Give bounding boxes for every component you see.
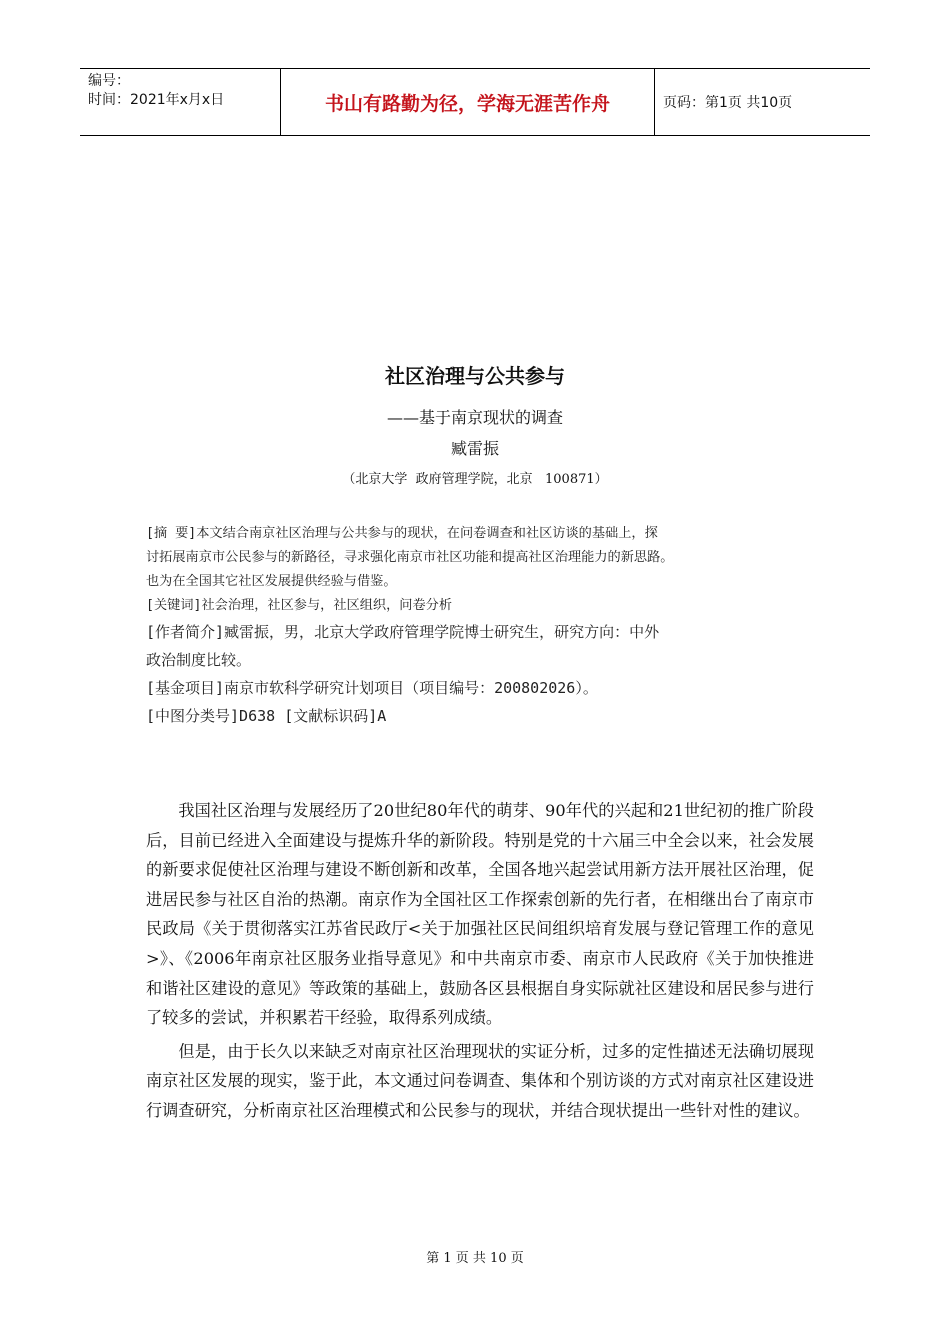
- document-header: [80, 68, 870, 136]
- document-date-label: 时间：2021年x月x日: [88, 92, 225, 108]
- abstract-block: [146, 522, 814, 730]
- article-author: 臧雷振: [450, 439, 499, 458]
- fund-line: [基金项目]南京市软科学研究计划项目（项目编号：200802026）。: [146, 679, 598, 697]
- abstract-line: 讨拓展南京市公民参与的新路径，寻求强化南京市社区功能和提高社区治理能力的新思路。: [146, 550, 674, 565]
- header-motto: 书山有路勤为径，学海无涯苦作舟: [281, 69, 655, 135]
- abstract-line: [摘 要]本文结合南京社区治理与公共参与的现状，在问卷调查和社区访谈的基础上，探: [146, 526, 658, 541]
- header-page-info: 页码：第1页 共10页: [663, 95, 793, 111]
- article-body: [146, 796, 814, 1130]
- page-footer: 第 1 页 共 10 页: [426, 1251, 524, 1266]
- header-meta-cell: [80, 69, 281, 135]
- article-title: 社区治理与公共参与: [385, 364, 565, 388]
- keywords-line: [关键词]社会治理，社区参与，社区组织，问卷分析: [146, 598, 453, 613]
- body-paragraph: 我国社区治理与发展经历了20世纪80年代的萌芽、90年代的兴起和21世纪初的推广阶段后，目前已经进入全面建设与提炼升华的新阶段。特别是党的十六届三中全会以来，社会发展的新要求促使社区治理与建设不断创新和改革，全国各地兴起尝试用新方法开展社区治理，促进居民参与社区自治的热潮。南京作为全国社区工作探索创新的先行者，在相继出台了南京市民政局《关于贯彻落实江苏省民政厅<关于加强社区民间组织培育发展与登记管理工作的意见>》、《2006年南京社区服务业指导意见》和中共南京市委、南京市人民政府《关于加快推进和谐社区建设的意见》等政策的基础上，鼓励各区县根据自身实际就社区建设和居民参与进行了较多的尝试，并积累若干经验，取得系列成绩。: [146, 801, 814, 1028]
- author-affiliation: （北京大学 政府管理学院，北京 100871）: [342, 472, 608, 487]
- body-paragraph: 但是，由于长久以来缺乏对南京社区治理现状的实证分析，过多的定性描述无法确切展现南京社区发展的现实，鉴于此，本文通过问卷调查、集体和个别访谈的方式对南京社区建设进行调查研究，分析南京社区治理模式和公民参与的现状，并结合现状提出一些针对性的建议。: [146, 1041, 814, 1120]
- classification-line: [中图分类号]D638 [文献标识码]A: [146, 707, 387, 725]
- document-number-label: 编号：: [88, 73, 130, 89]
- author-intro-line: 政治制度比较。: [146, 651, 252, 669]
- article-subtitle: ——基于南京现状的调查: [386, 408, 563, 427]
- author-intro-line: [作者简介]臧雷振，男，北京大学政府管理学院博士研究生，研究方向：中外: [146, 623, 660, 641]
- abstract-line: 也为在全国其它社区发展提供经验与借鉴。: [146, 574, 397, 589]
